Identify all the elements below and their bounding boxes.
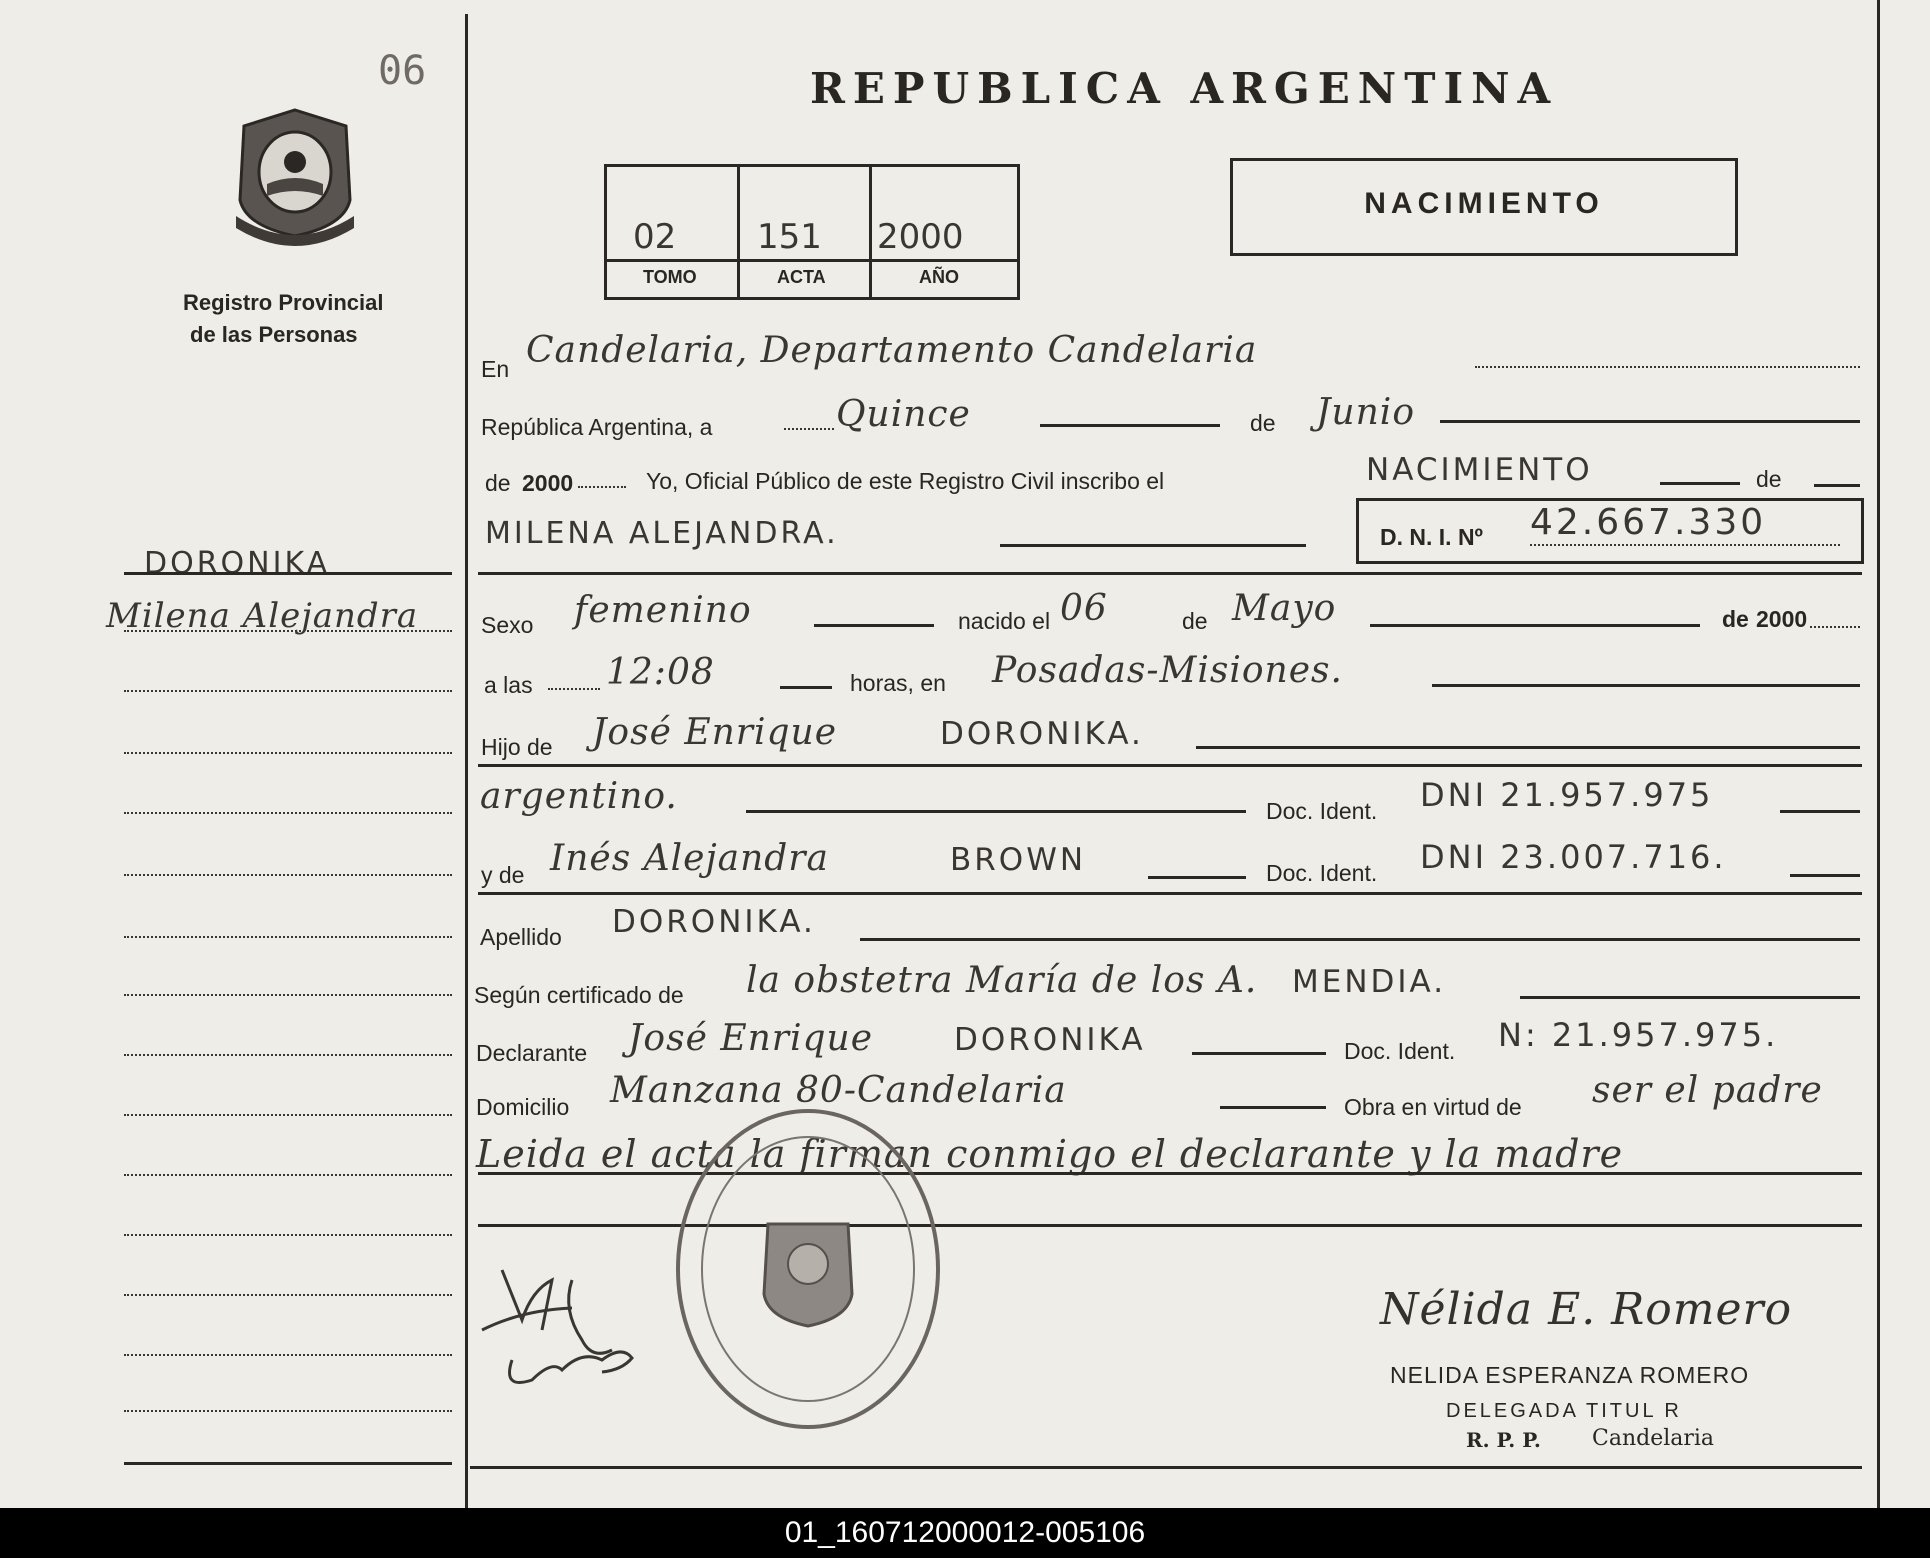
dotted-line (1810, 626, 1860, 628)
margin-dotted-line (124, 630, 452, 632)
domicilio-label: Domicilio (476, 1094, 570, 1120)
father-doc-value: DNI 21.957.975 (1420, 776, 1714, 814)
dotted-line (784, 428, 834, 430)
father-nationality-value: argentino. (480, 776, 678, 817)
underline (1440, 420, 1860, 423)
domicilio-value: Manzana 80-Candelaria (610, 1070, 1067, 1111)
underline (1000, 544, 1306, 547)
underline (780, 686, 832, 689)
republica-label: República Argentina, a (481, 414, 713, 440)
underline (1148, 876, 1246, 879)
dotted-line (548, 688, 600, 690)
underline (860, 938, 1860, 941)
underline (1780, 810, 1860, 813)
margin-dotted-line (124, 1354, 452, 1356)
acta-label: ACTA (777, 267, 826, 287)
official-signature: Nélida E. Romero (1380, 1284, 1793, 1335)
de-label-3: de (1182, 608, 1208, 634)
office-abbr: R. P. P. (1466, 1428, 1541, 1452)
doc-ident-label: Doc. Ident. (1266, 798, 1378, 824)
day-words-value: Quince (836, 394, 971, 435)
underline (1520, 996, 1860, 999)
dotted-line (1475, 366, 1860, 368)
ano-label: AÑO (919, 267, 959, 287)
official-name: NELIDA ESPERANZA ROMERO (1390, 1362, 1750, 1388)
inscribo-text: Yo, Oficial Público de este Registro Civil inscribo el (646, 468, 1165, 494)
right-border (1877, 0, 1880, 1508)
underline (1790, 874, 1860, 877)
bottom-rule (470, 1466, 1862, 1469)
separator-rule (478, 892, 1862, 895)
obra-value: ser el padre (1592, 1070, 1823, 1111)
margin-dotted-line (124, 1114, 452, 1116)
margin-surname: DORONIKA (144, 546, 331, 581)
certificado-value: la obstetra María de los A. (746, 960, 1258, 1001)
underline (1660, 482, 1740, 485)
official-role: DELEGADA TITUL R (1446, 1400, 1682, 1422)
margin-dotted-line (124, 936, 452, 938)
margin-dotted-line (124, 690, 452, 692)
tomo-value: 02 (633, 217, 677, 257)
record-number-box (604, 164, 1020, 300)
a-las-label: a las (484, 672, 533, 698)
horas-label: horas, en (850, 670, 946, 696)
de-label: de (1250, 410, 1276, 436)
province-seal-logo (226, 104, 364, 254)
en-label: En (481, 356, 510, 382)
declarante-doc-value: N: 21.957.975. (1498, 1016, 1779, 1054)
office-place: Candelaria (1592, 1426, 1715, 1451)
margin-dotted-line (124, 1054, 452, 1056)
dni-label: D. N. I. Nº (1380, 524, 1483, 550)
underline (1220, 1106, 1326, 1109)
declarante-surname-value: DORONIKA (954, 1022, 1146, 1058)
underline (1196, 746, 1860, 749)
apellido-label: Apellido (480, 924, 562, 950)
dotted-line (578, 486, 626, 488)
father-name-value: José Enrique (592, 712, 838, 753)
birth-year-prefix: de (1722, 606, 1749, 632)
birth-day-value: 06 (1060, 588, 1108, 629)
underline (746, 810, 1246, 813)
registry-stamp (672, 1104, 944, 1434)
margin-dotted-line (124, 1294, 452, 1296)
margin-dotted-line (124, 812, 452, 814)
mother-doc-value: DNI 23.007.716. (1420, 838, 1727, 876)
document-title: REPUBLICA ARGENTINA (810, 64, 1559, 113)
margin-dotted-line (124, 1234, 452, 1236)
document-id-footer: 01_160712000012-005106 (0, 1508, 1930, 1558)
sexo-label: Sexo (481, 612, 534, 638)
declarante-name-value: José Enrique (628, 1018, 874, 1059)
underline (814, 624, 934, 627)
margin-dotted-line (124, 1174, 452, 1176)
month-value: Junio (1316, 392, 1415, 433)
margin-bottom-rule (124, 1462, 452, 1465)
certificado-surname-value: MENDIA. (1292, 964, 1447, 1000)
underline (1432, 684, 1860, 687)
segun-label: Según certificado de (474, 982, 684, 1008)
nacido-label: nacido el (958, 608, 1051, 634)
underline (1370, 624, 1700, 627)
time-value: 12:08 (606, 652, 715, 693)
obra-label: Obra en virtud de (1344, 1094, 1522, 1120)
underline (1814, 484, 1860, 487)
margin-rule (124, 572, 452, 575)
hijo-label: Hijo de (481, 734, 553, 760)
doc-ident-label-3: Doc. Ident. (1344, 1038, 1456, 1064)
declarant-signature (462, 1250, 712, 1400)
dotted-line (1530, 544, 1840, 546)
margin-dotted-line (124, 994, 452, 996)
record-type-box (1230, 158, 1738, 256)
child-name: MILENA ALEJANDRA. (485, 516, 839, 551)
margin-dotted-line (124, 1410, 452, 1412)
page-number: 06 (378, 48, 427, 94)
closing-text: Leida el acta la firman conmigo el declarante y la madre (476, 1132, 1624, 1176)
margin-dotted-line (124, 874, 452, 876)
sexo-value: femenino (574, 590, 752, 631)
dni-value: 42.667.330 (1530, 502, 1767, 543)
birth-month-value: Mayo (1232, 588, 1337, 629)
y-de-label: y de (481, 862, 525, 888)
registry-name-line2: de las Personas (190, 322, 358, 347)
year-prefix: de (485, 470, 511, 496)
underline (1192, 1052, 1326, 1055)
doc-ident-label-2: Doc. Ident. (1266, 860, 1378, 886)
place-value: Candelaria, Departamento Candelaria (526, 330, 1258, 371)
year-value: 2000 (522, 470, 574, 496)
birth-year-value: 2000 (1756, 606, 1808, 632)
father-surname-value: DORONIKA. (940, 716, 1144, 752)
margin-dotted-line (124, 752, 452, 754)
acta-value: 151 (757, 217, 822, 257)
mother-name-value: Inés Alejandra (550, 838, 829, 879)
record-type: NACIMIENTO (1364, 187, 1604, 220)
birth-place-value: Posadas-Misiones. (992, 650, 1343, 691)
tomo-label: TOMO (643, 267, 697, 287)
apellido-value: DORONIKA. (612, 904, 816, 940)
declarante-label: Declarante (476, 1040, 588, 1066)
mother-surname-value: BROWN (950, 842, 1087, 878)
margin-given-names: Milena Alejandra (106, 596, 419, 636)
underline (1040, 424, 1220, 427)
ano-value: 2000 (877, 217, 964, 257)
registry-name-line1: Registro Provincial (183, 290, 384, 315)
de-label-2: de (1756, 466, 1782, 492)
separator-rule (478, 572, 1862, 575)
event-value: NACIMIENTO (1366, 452, 1593, 488)
separator-rule (478, 764, 1862, 767)
